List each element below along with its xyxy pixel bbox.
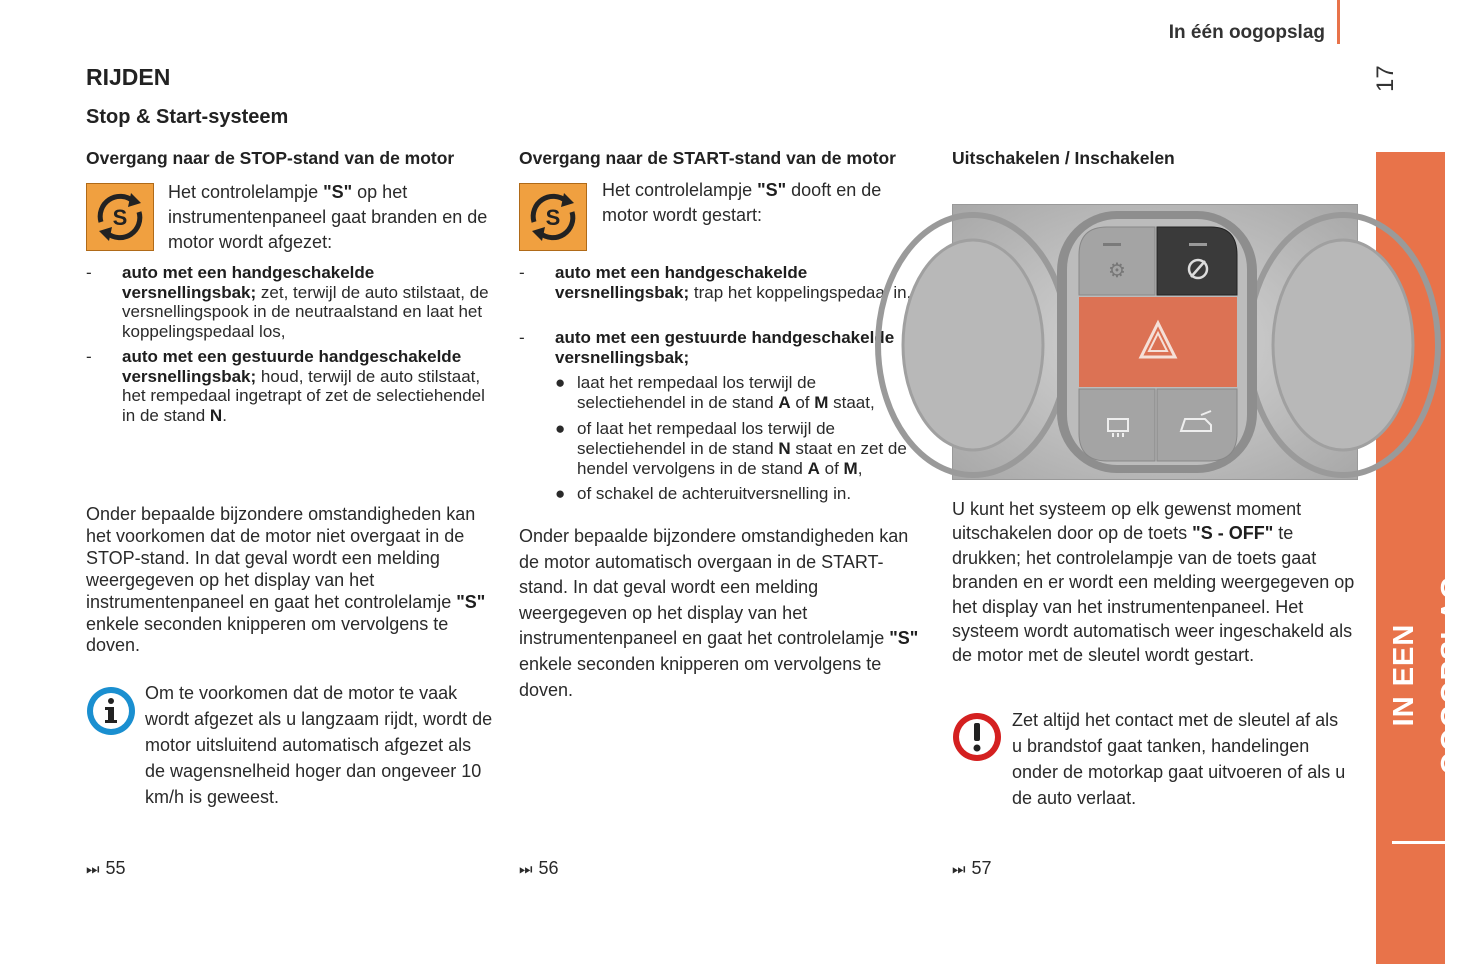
col2-icon-text: Het controlelampje "S" dooft en de motor wordt gestart: — [602, 180, 882, 225]
col1-info-text: Om te voorkomen dat de motor te vaak wordt afgezet als u langzaam rijdt, wordt de motor uitsluitend automatisch afgezet als de wagensnelheid hoger dan ongeveer 10 km/h is geweest. — [145, 683, 493, 807]
section-subtitle: Stop & Start-systeem — [86, 106, 289, 128]
side-tab-label-wrap — [1380, 520, 1468, 830]
col2-heading: Overgang naar de START-stand van de motor — [519, 148, 896, 168]
svg-text:S: S — [112, 205, 128, 230]
col2-bullet: ● of schakel de achteruitversnelling in. — [555, 484, 852, 503]
header-title: In één oogopslag — [1168, 22, 1325, 43]
col3-heading: Uitschakelen / Inschakelen — [952, 148, 1175, 168]
col3-paragraph: U kunt het systeem op elk gewenst moment uitschakelen door op de toets "S - OFF" te drukken; het controlelampje van de toets gaat branden en er wordt een melding weergegeven op het display van het instrumentenpaneel. Het systeem wordt automatisch weer ingeschakeld als de motor met de sleutel wordt gestart. — [952, 499, 1355, 666]
info-icon — [86, 686, 136, 736]
side-tab-divider — [1392, 841, 1445, 844]
side-tab-label: IN EEN OOGOPSLAG — [1388, 575, 1468, 775]
col3-page-ref[interactable]: ⏭ 57 — [952, 858, 992, 878]
col2-list-item: - auto met een gestuurde handgeschakelde versnellingsbak; — [519, 328, 895, 367]
col1-icon-text: Het controlelampje "S" op het instrumentenpaneel gaat branden en de motor wordt afgezet: — [168, 182, 488, 252]
warning-icon — [952, 712, 1002, 762]
col1-paragraph: Onder bepaalde bijzondere omstandigheden kan het voorkomen dat de motor niet overgaat in de STOP-stand. In dat geval wordt een melding weergegeven op het display van het instrumentenpaneel en gaat het controlelamje "S" enkele seconden knipperen om vervolgens te doven. — [86, 504, 486, 656]
col1-list-item: - auto met een gestuurde handgeschakelde versnellingsbak; houd, terwijl de auto stilstaat, het rempedaal ingetrapt of zet de selectiehendel in de stand N. — [86, 347, 485, 425]
col2-list-item: - auto met een handgeschakelde versnellingsbak; trap het koppelingspedaal in, — [519, 263, 912, 302]
col2-bullet: ● of laat het rempedaal los terwijl de selectiehendel in de stand N staat en zet de hendel vervolgens in de stand A of M, — [555, 419, 907, 478]
page-number: 17 — [1372, 65, 1399, 92]
dashboard-switch-photo — [952, 204, 1358, 480]
col2-paragraph: Onder bepaalde bijzondere omstandigheden kan de motor automatisch overgaan in de START-stand. In dat geval wordt een melding weergegeven op het display van het instrumentenpaneel en gaat het controlelamje "S" enkele seconden knipperen om vervolgens te doven. — [519, 526, 919, 700]
col2-bullet: ● laat het rempedaal los terwijl de selectiehendel in de stand A of M staat, — [555, 373, 875, 412]
col1-page-ref[interactable]: ⏭ 55 — [86, 858, 126, 878]
svg-text:S: S — [545, 205, 561, 230]
section-title: RIJDEN — [86, 64, 171, 90]
col2-page-ref[interactable]: ⏭ 56 — [519, 858, 559, 878]
svg-text:⚙: ⚙ — [1108, 260, 1126, 282]
skip-forward-icon: ⏭ — [952, 861, 966, 878]
skip-forward-icon: ⏭ — [519, 861, 533, 878]
col3-warning-text: Zet altijd het contact met de sleutel af als u brandstof gaat tanken, handelingen onder de motorkap gaat uitvoeren of als u de auto verlaat. — [1012, 710, 1346, 808]
stop-start-icon — [519, 183, 587, 251]
col1-list-item: - auto met een handgeschakelde versnellingsbak; zet, terwijl de auto stilstaat, de versnellingspook in de neutraalstand en laat het koppelingspedaal los, — [86, 263, 489, 341]
skip-forward-icon: ⏭ — [86, 861, 100, 878]
header-accent-line — [1337, 0, 1340, 44]
stop-start-icon — [86, 183, 154, 251]
col1-heading: Overgang naar de STOP-stand van de motor — [86, 148, 455, 168]
